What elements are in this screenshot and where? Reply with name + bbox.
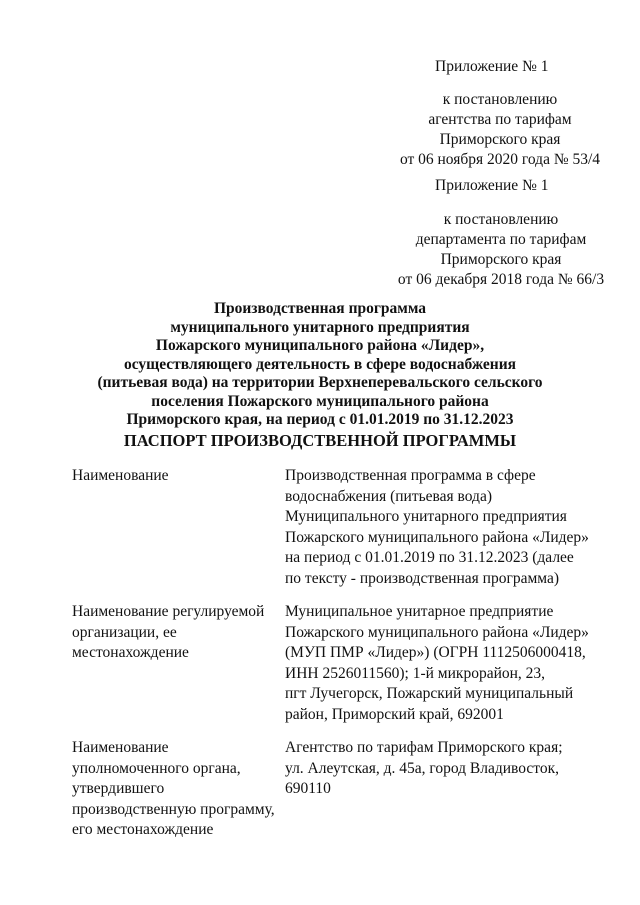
row-label-line: Наименование <box>72 467 169 484</box>
row-value-line: по тексту - производственная программа) <box>285 569 560 587</box>
program-title-line: Производственная программа <box>213 300 427 317</box>
row-value-line: ул. Алеутская, д. 45а, город Владивосток, <box>285 759 560 777</box>
row-value-line: Пожарского муниципального района «Лидер» <box>285 623 589 641</box>
row-value-line: водоснабжения (питьевая вода) <box>285 487 492 505</box>
row-value-line: Пожарского муниципального района «Лидер» <box>285 528 589 546</box>
row-label-line: его местонахождение <box>72 821 214 838</box>
program-title-line: осуществляющего деятельность в сфере водоснабжения <box>123 355 517 373</box>
appendix-2-title: Приложение № 1 <box>435 177 549 194</box>
row-value-line: 690110 <box>285 780 331 797</box>
row-2-value <box>285 602 605 725</box>
appendix-2-line: департамента по тарифам <box>415 231 587 248</box>
program-title-line: Приморского края, на период с 01.01.2019 по 31.12.2023 <box>126 411 514 428</box>
row-value-line: (МУП ПМР «Лидер») (ОГРН 1112506000418, <box>285 644 586 661</box>
row-label-line: производственную программу, <box>72 800 275 818</box>
row-label-line: уполномоченного органа, <box>72 759 241 777</box>
row-value-line: Агентство по тарифам Приморского края; <box>285 739 563 756</box>
appendix-2-line: к постановлению <box>443 211 559 228</box>
row-label-line: местонахождение <box>72 644 189 661</box>
passport-heading: ПАСПОРТ ПРОИЗВОДСТВЕННОЙ ПРОГРАММЫ <box>123 431 517 450</box>
appendix-1-block <box>380 90 620 170</box>
row-2-label <box>72 602 282 664</box>
row-value-line: Производственная программа в сфере <box>285 467 536 484</box>
row-value-line: пгт Лучегорск, Пожарский муниципальный <box>285 685 574 702</box>
row-value-line: на период с 01.01.2019 по 31.12.2023 (далее <box>285 549 574 566</box>
program-title-line: поселения Пожарского муниципального района <box>151 392 489 410</box>
appendix-2-block <box>376 210 626 290</box>
row-value-line: ИНН 2526011560); 1-й микрорайон, 23, <box>285 664 546 682</box>
program-title-line: (питьевая вода) на территории Верхнеперевальского сельского <box>97 374 543 391</box>
row-label-line: Наименование <box>72 739 169 756</box>
row-1-label <box>72 466 282 487</box>
appendix-1-line: от 06 ноября 2020 года № 53/4 <box>399 151 601 168</box>
row-label-line: утвердившего <box>72 780 165 797</box>
row-value-line: район, Приморский край, 692001 <box>285 705 504 723</box>
row-3-value <box>285 738 605 800</box>
program-title <box>60 300 580 430</box>
row-label-line: Наименование регулируемой <box>72 603 265 620</box>
appendix-1-line: Приморского края <box>439 131 561 148</box>
appendix-2-line: от 06 декабря 2018 года № 66/3 <box>397 271 605 288</box>
row-1-value <box>285 466 605 589</box>
program-title-line: Пожарского муниципального района «Лидер», <box>155 337 485 354</box>
appendix-2-line: Приморского края <box>440 251 562 268</box>
appendix-1-line: агентства по тарифам <box>428 111 572 128</box>
row-value-line: Муниципального унитарного предприятия <box>285 508 567 525</box>
row-label-line: организации, ее <box>72 623 177 641</box>
program-title-line: муниципального унитарного предприятия <box>170 318 470 336</box>
row-3-label <box>72 738 282 841</box>
appendix-1-line: к постановлению <box>442 91 558 108</box>
appendix-1-title: Приложение № 1 <box>435 58 549 75</box>
row-value-line: Муниципальное унитарное предприятие <box>285 603 554 620</box>
